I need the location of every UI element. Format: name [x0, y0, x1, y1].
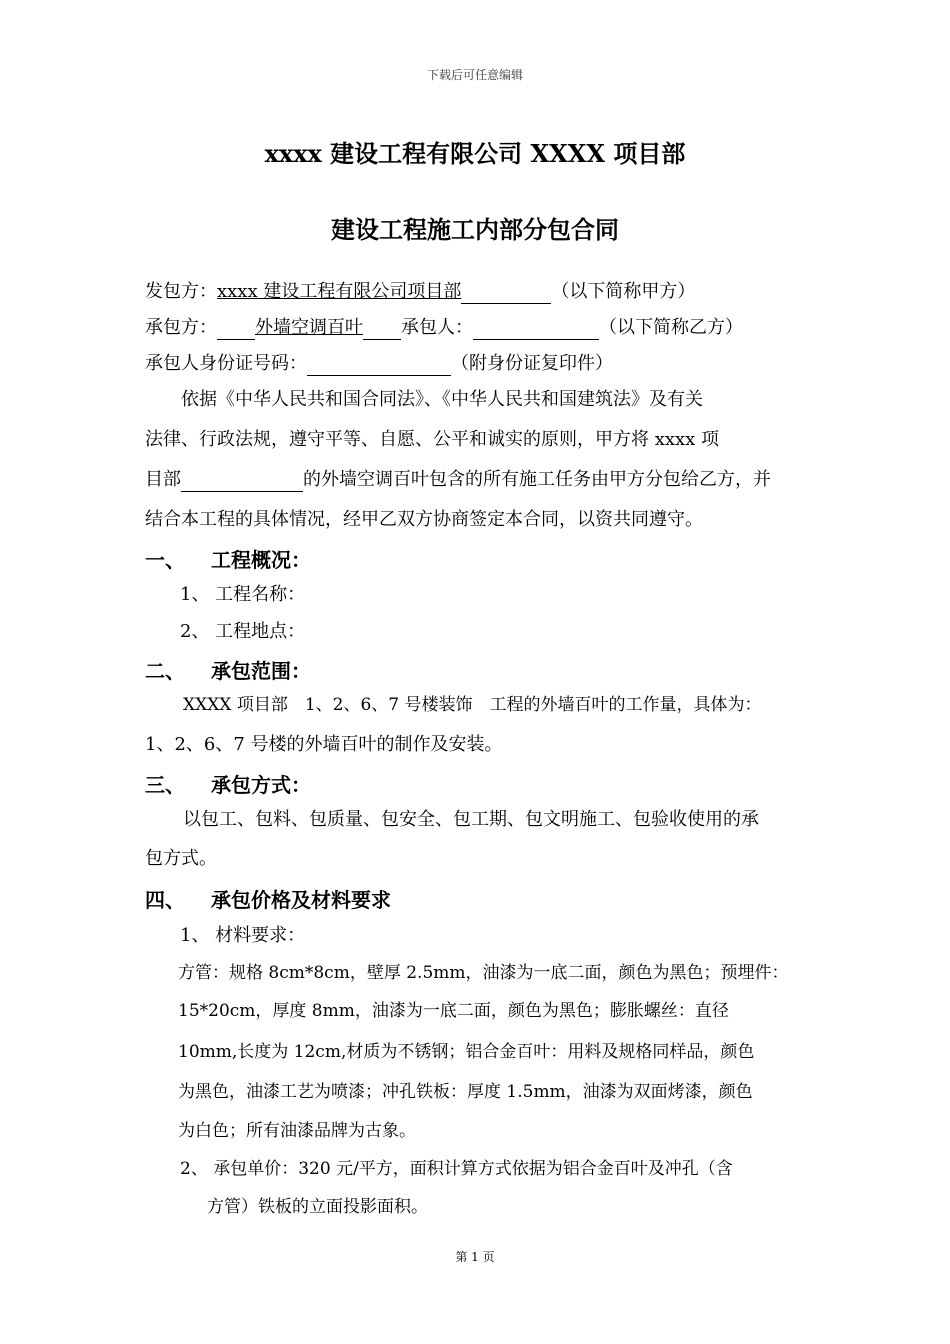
party-b-value: 外墙空调百叶 — [255, 317, 363, 338]
party-b-suffix: （以下简称乙方） — [599, 317, 743, 338]
section-1-item-2: 2、 工程地点： — [180, 621, 306, 642]
section-3-heading: 三、 承包方式： — [145, 773, 311, 797]
party-b-label: 承包方： — [145, 317, 217, 338]
intro-line-1: 依据《中华人民共和国合同法》、《中华人民共和国建筑法》及有关 — [181, 389, 703, 410]
section-4-item-1: 1、 材料要求： — [180, 925, 306, 946]
material-line-2: 15*20cm，厚度 8mm，油漆为一底二面，颜色为黑色；膨胀螺丝：直径 — [178, 1001, 729, 1021]
material-line-5: 为白色；所有油漆品牌为古象。 — [178, 1121, 416, 1141]
section-3-line-1: 以包工、包料、包质量、包安全、包工期、包文明施工、包验收使用的承 — [183, 809, 759, 830]
id-suffix: （附身份证复印件） — [451, 353, 613, 374]
id-blank — [307, 355, 451, 376]
party-a-label: 发包方： — [145, 281, 217, 302]
id-label: 承包人身份证号码： — [145, 353, 307, 374]
id-line — [145, 352, 613, 376]
section-4-heading: 四、 承包价格及材料要求 — [145, 888, 391, 912]
section-4-item-2-line-2: 方管）铁板的立面投影面积。 — [207, 1197, 428, 1217]
page-number: 第 1 页 — [455, 1250, 495, 1264]
intro-blank — [181, 471, 303, 492]
section-4-item-2-line-1: 2、 承包单价：320 元/平方，面积计算方式依据为铝合金百叶及冲孔（含 — [180, 1159, 733, 1179]
material-line-1: 方管：规格 8cm*8cm，壁厚 2.5mm，油漆为一底二面，颜色为黑色；预埋件： — [178, 963, 789, 983]
party-a-value: xxxx 建设工程有限公司项目部 — [217, 281, 462, 302]
section-1-heading: 一、 工程概况： — [145, 548, 311, 572]
section-2-heading: 二、 承包范围： — [145, 659, 311, 683]
header-note: 下载后可任意编辑 — [426, 68, 523, 82]
intro-line-4: 结合本工程的具体情况，经甲乙双方协商签定本合同，以资共同遵守。 — [145, 509, 703, 530]
intro-line-3: 目部 的外墙空调百叶包含的所有施工任务由甲方分包给乙方，并 — [145, 469, 771, 490]
section-2-line-2: 1、2、6、7 号楼的外墙百叶的制作及安装。 — [145, 734, 503, 755]
party-a-suffix: （以下简称甲方） — [551, 281, 696, 302]
material-line-3: 10mm,长度为 12cm,材质为不锈钢；铝合金百叶：用料及规格同样品，颜色 — [178, 1042, 755, 1062]
party-a-line — [145, 280, 695, 304]
section-3-line-2: 包方式。 — [145, 848, 217, 869]
title-company: xxxx 建设工程有限公司 XXXX 项目部 — [264, 139, 686, 168]
party-b-line — [145, 316, 743, 340]
party-b-person-label: 承包人： — [401, 317, 473, 338]
party-b-person-blank — [473, 319, 599, 340]
party-a-blank — [461, 283, 551, 304]
material-line-4: 为黑色，油漆工艺为喷漆；冲孔铁板：厚度 1.5mm，油漆为双面烤漆，颜色 — [178, 1082, 753, 1102]
title-contract: 建设工程施工内部分包合同 — [331, 215, 619, 244]
section-1-item-1: 1、 工程名称： — [180, 584, 306, 605]
intro-line-2: 法律、行政法规，遵守平等、自愿、公平和诚实的原则，甲方将 xxxx 项 — [145, 429, 720, 450]
section-2-line-1: XXXX 项目部 1、2、6、7 号楼装饰 工程的外墙百叶的工作量，具体为： — [183, 695, 762, 715]
